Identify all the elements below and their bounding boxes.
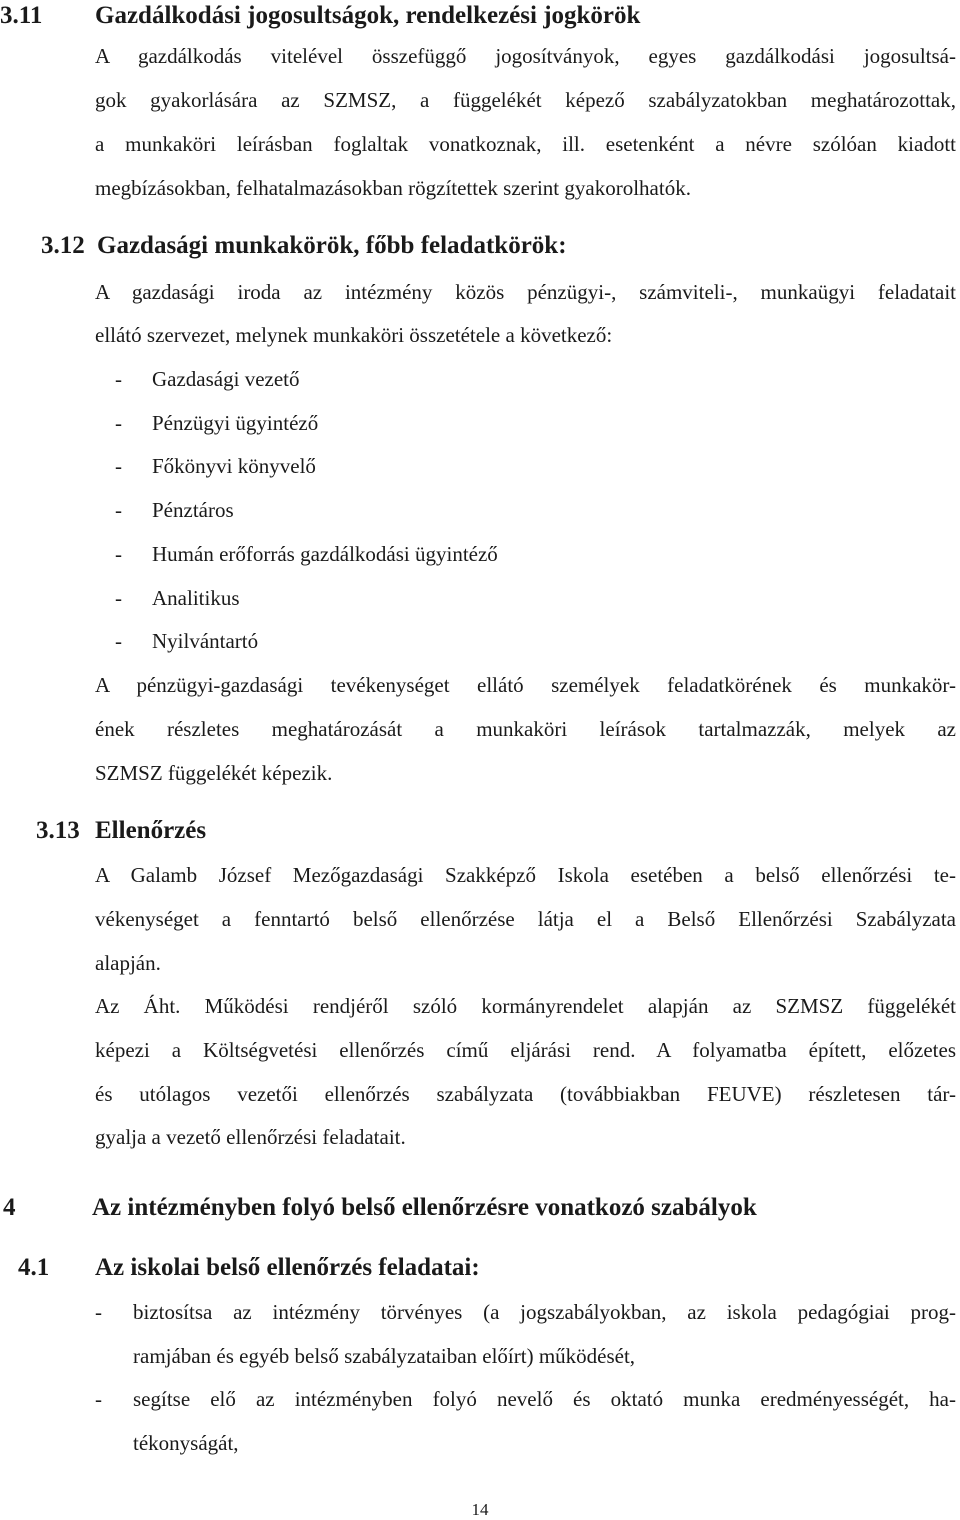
list-dash: - (115, 498, 122, 522)
list-item: Pénztáros (152, 498, 234, 522)
list-dash: - (115, 454, 122, 478)
paragraph-line: A pénzügyi-gazdasági tevékenységet ellátó személyek feladatkörének és munkakör- (95, 673, 956, 697)
list-dash: - (95, 1300, 102, 1324)
heading-title: Az iskolai belső ellenőrzés feladatai: (95, 1254, 480, 1281)
paragraph-line: megbízásokban, felhatalmazásokban rögzítettek szerint gyakorolhatók. (95, 176, 691, 200)
page-number: 14 (471, 1500, 489, 1519)
paragraph-line: képezi a Költségvetési ellenőrzés című eljárási rend. A folyamatba épített, előzetes (95, 1038, 956, 1062)
list-item: Főkönyvi könyvelő (152, 454, 316, 478)
list-item: Humán erőforrás gazdálkodási ügyintéző (152, 542, 498, 566)
list-dash: - (115, 586, 122, 610)
paragraph-line: gyalja a vezető ellenőrzési feladatait. (95, 1125, 406, 1149)
paragraph-line: ellátó szervezet, melynek munkaköri összetétele a következő: (95, 323, 613, 347)
list-item: Nyilvántartó (152, 629, 259, 653)
paragraph-line: a munkaköri leírásban foglaltak vonatkoznak, ill. esetenként a névre szólóan kiadott (95, 132, 956, 156)
list-dash: - (95, 1387, 102, 1411)
heading-title: Gazdasági munkakörök, főbb feladatkörök: (97, 232, 567, 259)
heading-title: Az intézményben folyó belső ellenőrzésre vonatkozó szabályok (92, 1194, 757, 1221)
paragraph-line: A gazdasági iroda az intézmény közös pénzügyi-, számviteli-, munkaügyi feladatait (95, 280, 956, 304)
paragraph-line: Az Áht. Működési rendjéről szóló kormányrendelet alapján az SZMSZ függelékét (95, 994, 956, 1018)
heading-title: Gazdálkodási jogosultságok, rendelkezési jogkörök (95, 2, 641, 29)
heading-number: 4 (3, 1194, 16, 1221)
heading-number: 3.12 (41, 232, 85, 259)
list-item: Gazdasági vezető (152, 367, 300, 391)
list-item-line: segítse elő az intézményben folyó nevelő és oktató munka eredményességét, ha- (133, 1387, 956, 1411)
heading-title: Ellenőrzés (95, 817, 207, 844)
paragraph-line: A gazdálkodás vitelével összefüggő jogosítványok, egyes gazdálkodási jogosultsá- (95, 44, 956, 68)
heading-number: 4.1 (18, 1254, 50, 1281)
list-item-line: tékonyságát, (133, 1431, 239, 1455)
list-dash: - (115, 629, 122, 653)
list-dash: - (115, 542, 122, 566)
paragraph-line: gok gyakorlására az SZMSZ, a függelékét képező szabályzatokban meghatározottak, (95, 88, 956, 112)
list-item: Analitikus (152, 586, 240, 610)
paragraph-line: SZMSZ függelékét képezik. (95, 761, 333, 785)
list-item-line: biztosítsa az intézmény törvényes (a jogszabályokban, az iskola pedagógiai prog- (133, 1300, 956, 1324)
list-item-line: ramjában és egyéb belső szabályzataiban előírt) működését, (133, 1344, 636, 1368)
list-item: Pénzügyi ügyintéző (152, 411, 319, 435)
paragraph-line: vékenységet a fenntartó belső ellenőrzése látja el a Belső Ellenőrzési Szabályzata (95, 907, 956, 931)
paragraph-line: és utólagos vezetői ellenőrzés szabályzata (továbbiakban FEUVE) részletesen tár- (95, 1082, 956, 1106)
paragraph-line: alapján. (95, 951, 161, 975)
list-dash: - (115, 367, 122, 391)
list-dash: - (115, 411, 122, 435)
heading-number: 3.11 (0, 2, 43, 29)
paragraph-line: ének részletes meghatározását a munkaköri leírások tartalmazzák, melyek az (95, 717, 956, 741)
paragraph-line: A Galamb József Mezőgazdasági Szakképző Iskola esetében a belső ellenőrzési te- (95, 863, 956, 887)
heading-number: 3.13 (36, 817, 80, 844)
